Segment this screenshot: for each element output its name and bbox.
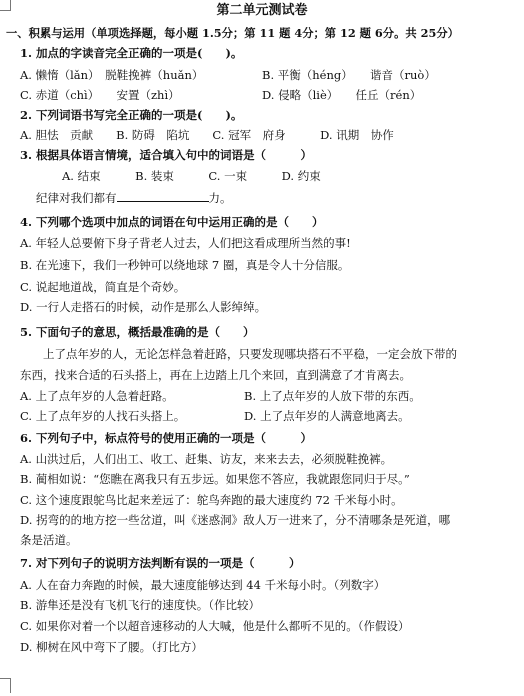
q3-sentence-before: 纪律对我们都有 [36, 191, 117, 205]
q7-option-c: C. 如果你对着一个以超音速移动的人大喊，他是什么都听不见的。（作假设） [20, 619, 410, 633]
q6-option-d-line-2: 条是活道。 [20, 533, 78, 547]
q5-passage-line-2: 东西，找来合适的石头搭上，再在上边踏上几个来回，直到满意了才肯离去。 [20, 368, 411, 382]
q6-option-c: C. 这个速度跟鸵鸟比起来差远了：鸵鸟奔跑的最大速度约 72 千米每小时。 [20, 493, 403, 507]
q4-option-d: D. 一行人走搭石的时候，动作是那么人影绰绰。 [20, 300, 267, 314]
q7-option-b: B. 游隼还是没有飞机飞行的速度快。（作比较） [20, 598, 261, 612]
q5-option-a: A. 上了点年岁的人急着赶路。 [20, 389, 174, 403]
q3-answer-blank[interactable] [117, 191, 209, 202]
q2-stem: 2. 下列词语书写完全正确的一项是( )。 [20, 108, 243, 122]
q3-sentence [36, 191, 232, 205]
q2-options: A. 胆怯 贡献 B. 防碍 陷坑 C. 冠军 府身 D. 讯期 协作 [20, 128, 394, 142]
page-title: 第二单元测试卷 [216, 3, 308, 18]
q1-stem: 1. 加点的字读音完全正确的一项是( )。 [20, 46, 243, 60]
q6-option-b: B. 蔺相如说：“您瞧在离我只有五步远。如果您不答应，我就跟您同归于尽。” [20, 472, 410, 486]
q1-option-d: D. 侵略（liè） 任丘（rén） [262, 88, 422, 102]
q3-stem: 3. 根据具体语言情境，适合填入句中的词语是（ ） [20, 148, 313, 162]
q4-option-c: C. 说起地道战，简直是个奇妙。 [20, 280, 186, 294]
q4-option-a: A. 年轻人总要俯下身子背老人过去，人们把这看成理所当然的事! [20, 236, 351, 250]
q5-option-b: B. 上了点年岁的人放下带的东西。 [244, 389, 421, 403]
q3-sentence-after: 力。 [208, 191, 232, 205]
section-heading: 一、积累与运用（单项选择题，每小题 1.5分；第 11 题 4分；第 12 题 6分。共 25分） [6, 26, 459, 40]
q5-stem: 5. 下面句子的意思，概括最准确的是（ ） [20, 325, 255, 339]
q1-option-c: C. 赤道（chì） 安置（zhì） [20, 88, 180, 102]
q1-option-b: B. 平衡（héng） 谐音（ruò） [262, 68, 436, 82]
q4-option-b: B. 在光速下，我们一秒钟可以绕地球 7 圈，真是令人十分信服。 [20, 258, 350, 272]
q6-option-d-line-1: D. 拐弯的的地方挖一些岔道，叫《迷惑洞》敌人万一进来了，分不清哪条是死道，哪 [20, 513, 451, 527]
q1-option-a: A. 懒惰（lǎn） 脱鞋挽裤（huǎn） [20, 68, 204, 82]
q3-options: A. 结束 B. 装束 C. 一束 D. 约束 [62, 169, 321, 183]
q4-stem: 4. 下列哪个选项中加点的词语在句中运用正确的是（ ） [20, 215, 324, 229]
q5-option-d: D. 上了点年岁的人满意地离去。 [244, 409, 410, 423]
q7-stem: 7. 对下列句子的说明方法判断有误的一项是（ ） [20, 556, 301, 570]
q7-option-a: A. 人在奋力奔跑的时候，最大速度能够达到 44 千米每小时。（列数字） [20, 578, 386, 592]
bottom-left-crop-mark [0, 678, 11, 693]
q5-passage-line-1: 上了点年岁的人，无论怎样急着赶路，只要发现哪块搭石不平稳，一定会放下带的 [20, 347, 457, 361]
q6-stem: 6. 下列句子中，标点符号的使用正确的一项是（ ） [20, 431, 313, 445]
q6-option-a: A. 山洪过后，人们出工、收工、赶集、访友，来来去去，必须脱鞋挽裤。 [20, 452, 393, 466]
q7-option-d: D. 柳树在风中弯下了腰。（打比方） [20, 640, 203, 654]
q5-option-c: C. 上了点年岁的人找石头搭上。 [20, 409, 186, 423]
